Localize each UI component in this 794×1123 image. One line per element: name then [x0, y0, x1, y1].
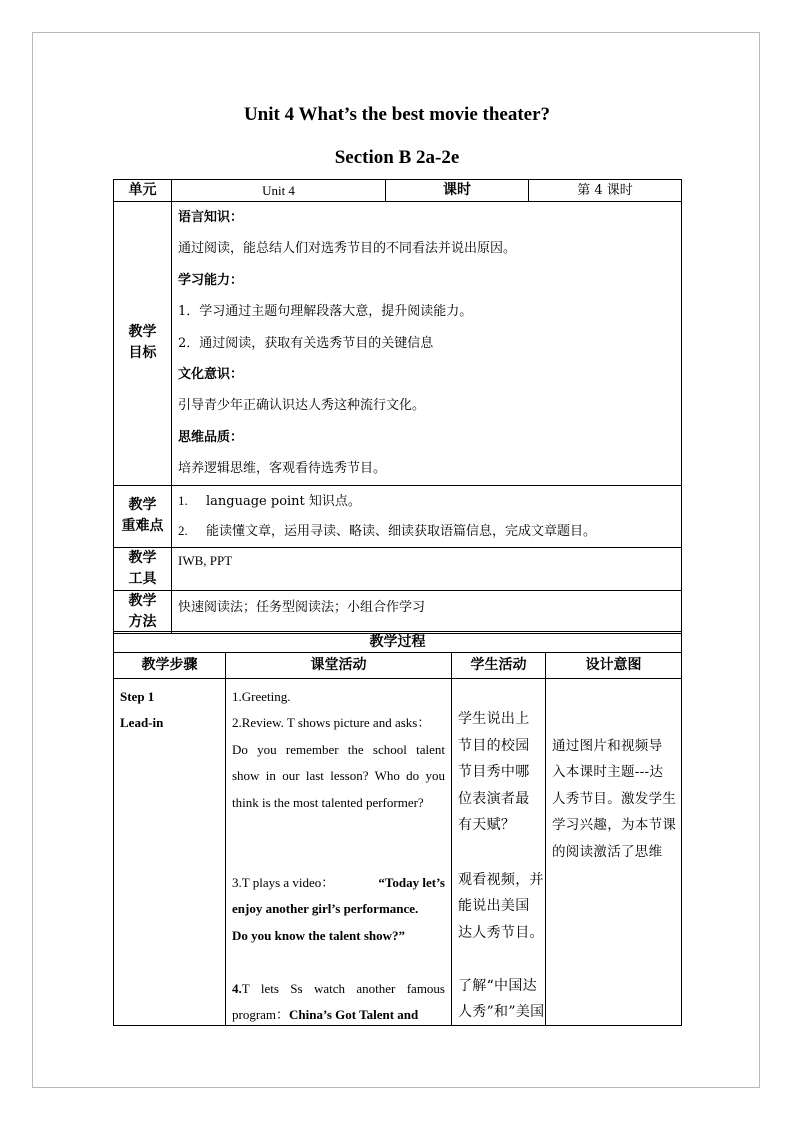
- activity-quote: “Today let’s: [378, 875, 445, 890]
- unit-row: [114, 180, 682, 202]
- document-title: Unit 4 What’s the best movie theater?: [243, 104, 551, 125]
- header-step: 教学步骤: [114, 653, 226, 679]
- student-line: 观看视频，并: [458, 872, 544, 888]
- objectives-label-line1: 教学: [128, 324, 157, 341]
- student-line: 了解“中国达: [458, 978, 537, 994]
- objectives-content: [172, 202, 682, 486]
- unit-label: 单元: [114, 180, 172, 202]
- student-line: 位表演者最: [458, 791, 530, 807]
- objectives-label-line2: 目标: [128, 345, 157, 362]
- student-line: 有天赋？: [458, 817, 516, 833]
- methods-label-line2: 方法: [128, 613, 157, 630]
- activity-text: program：: [232, 1007, 290, 1022]
- objective-line: 思维品质：: [178, 429, 244, 445]
- objectives-row: [114, 202, 682, 486]
- difficulties-label-line1: 教学: [128, 497, 157, 514]
- intent-line: 的阅读激活了思维: [552, 844, 663, 860]
- methods-value: 快速阅读法；任务型阅读法；小组合作学习: [172, 590, 682, 633]
- step-row: [114, 679, 682, 1026]
- difficulty-item: [172, 516, 681, 546]
- tools-value: IWB, PPT: [172, 547, 682, 590]
- step-number: Step 1: [120, 689, 155, 704]
- header-student: 学生活动: [452, 653, 546, 679]
- objective-line: 文化意识：: [178, 366, 244, 382]
- document-subtitle: Section B 2a-2e: [334, 147, 460, 168]
- activity-text: T lets Ss watch another famous: [241, 981, 445, 996]
- activity-line: 2.Review. T shows picture and asks：: [232, 715, 431, 730]
- activity-line: show in our last lesson? Who do you: [232, 768, 445, 783]
- student-line: 达人秀节目。: [458, 925, 544, 941]
- objective-line: 培养逻辑思维，客观看待选秀节目。: [178, 461, 387, 477]
- objective-line: 2．通过阅读，获取有关选秀节目的关键信息: [178, 335, 434, 351]
- intent-line: 学习兴趣，为本节课: [552, 817, 677, 833]
- process-header-row: [114, 653, 682, 679]
- period-label: 课时: [386, 180, 529, 202]
- difficulty-text: 能读懂文章，运用寻读、略读、细读获取语篇信息，完成文章题目。: [206, 523, 597, 539]
- difficulties-label-line2: 重难点: [121, 518, 164, 535]
- activity-line: think is the most talented performer?: [232, 795, 424, 810]
- step-cell: [114, 679, 226, 1026]
- process-title: 教学过程: [114, 632, 682, 653]
- activity-cell: [226, 679, 452, 1026]
- header-activity: 课堂活动: [226, 653, 452, 679]
- objective-line: 语言知识：: [178, 210, 244, 225]
- unit-value: Unit 4: [172, 180, 386, 202]
- step-name: Lead-in: [120, 715, 164, 730]
- intent-line: 入本课时主题---达: [552, 764, 664, 780]
- intent-line: 人秀节目。激发学生: [552, 791, 677, 807]
- activity-line: 1.Greeting.: [232, 689, 291, 704]
- activity-text: 3.T plays a video：: [232, 875, 335, 890]
- activity-num: 4.: [232, 981, 242, 996]
- difficulty-num: 2.: [178, 522, 188, 538]
- teaching-process-table: [113, 631, 682, 1026]
- process-title-row: [114, 632, 682, 653]
- objective-line: 1．学习通过主题句理解段落大意，提升阅读能力。: [178, 304, 473, 320]
- activity-line: enjoy another girl’s performance.: [232, 901, 419, 916]
- tools-label-line2: 工具: [128, 570, 157, 587]
- methods-row: [114, 590, 682, 633]
- period-value: 第 4 课时: [529, 180, 682, 202]
- difficulty-text: language point 知识点。: [206, 493, 361, 509]
- intent-cell: [546, 679, 682, 1026]
- intent-line: 通过图片和视频导: [552, 738, 663, 754]
- lesson-info-table: [113, 179, 682, 634]
- student-line: 人秀”和”美国: [458, 1004, 545, 1020]
- student-line: 节目的校园: [458, 738, 530, 754]
- student-line: 能说出美国: [458, 898, 530, 914]
- objective-line: 通过阅读，能总结人们对选秀节目的不同看法并说出原因。: [178, 241, 517, 257]
- activity-program: China’s Got Talent and: [289, 1007, 419, 1022]
- activity-line: Do you know the talent show?”: [232, 928, 405, 943]
- header-intent: 设计意图: [546, 653, 682, 679]
- activity-line: [232, 981, 445, 997]
- difficulty-num: 1.: [178, 492, 188, 508]
- student-cell: [452, 679, 546, 1026]
- student-line: 节目秀中哪: [458, 764, 530, 780]
- objectives-label: [114, 202, 172, 486]
- tools-label: [114, 547, 172, 590]
- methods-label-line1: 教学: [128, 592, 157, 609]
- student-line: 学生说出上: [458, 711, 530, 727]
- difficulties-content: [172, 485, 682, 547]
- tools-row: [114, 547, 682, 590]
- objective-line: 学习能力：: [178, 272, 244, 288]
- activity-line: Do you remember the school talent: [232, 742, 445, 757]
- difficulty-item: [172, 486, 681, 516]
- objective-line: 引导青少年正确认识达人秀这种流行文化。: [178, 398, 426, 414]
- activity-line: [232, 875, 445, 891]
- activity-line: [232, 1007, 418, 1023]
- tools-label-line1: 教学: [128, 549, 157, 566]
- difficulties-row: [114, 485, 682, 547]
- difficulties-label: [114, 485, 172, 547]
- methods-label: [114, 590, 172, 633]
